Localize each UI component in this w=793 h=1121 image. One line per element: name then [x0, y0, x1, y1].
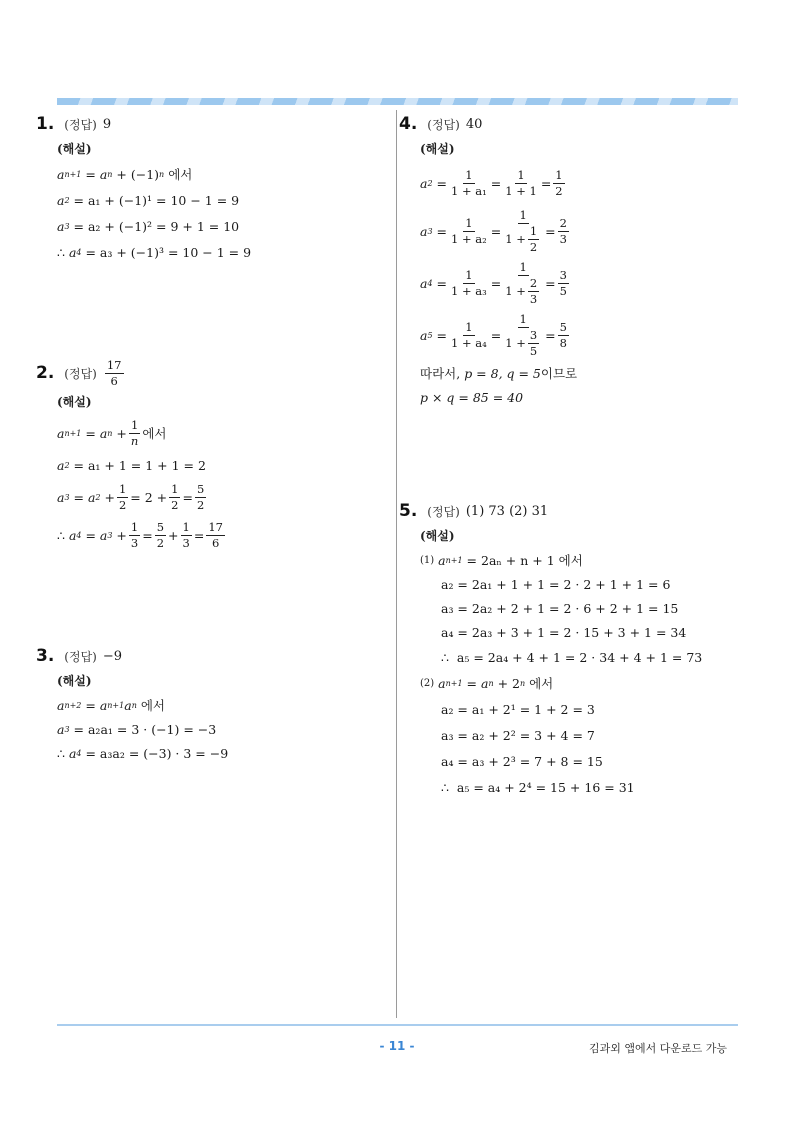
- explanation-label: (해설): [57, 142, 92, 156]
- solution-line: a 5 = $\frac{1}{\text{1 + a₄}}$ = 1 1 + $\frac{3}{5}$ = $\frac{5}{8}$: [420, 311, 567, 358]
- top-decorative-band: [57, 98, 738, 105]
- problem-header: [36, 111, 251, 137]
- problem-number: 1.: [36, 114, 55, 134]
- solution-line: ∴ a₅ = a₄ + 2⁴ = 15 + 16 = 31: [441, 779, 635, 795]
- solution-line: a 4 = $\frac{1}{\text{1 + a₃}}$ = 1 1 + $\frac{2}{3}$ = $\frac{3}{5}$: [420, 259, 567, 306]
- answer-value: (1) 73 (2) 31: [465, 503, 549, 519]
- problem-header: [36, 643, 228, 669]
- problem-4: [399, 111, 577, 409]
- solution-line: a₂ = a₁ + 2¹ = 1 + 2 = 3: [441, 701, 595, 717]
- problem-number: 5.: [399, 501, 418, 521]
- problem-3: [36, 643, 228, 765]
- solution-line: 따라서, p = 8, q = 5 이므로: [420, 365, 578, 381]
- solution-line: a n+1 = a n + $\frac{1}{n}$ 에서: [57, 417, 167, 448]
- solution-line: a 2 = a₁ + 1 = 1 + 1 = 2: [57, 457, 206, 473]
- solution-line: ∴ a 4 = a₃a₂ = (−3) · 3 = −9: [57, 745, 229, 761]
- problem-number: 4.: [399, 114, 418, 134]
- footer-note: 김과외 앱에서 다운로드 가능: [588, 1042, 727, 1055]
- answer-label: (정답): [64, 366, 97, 381]
- answer-value: 9: [102, 116, 112, 132]
- problem-2: [36, 356, 227, 554]
- solution-line: ∴ a₅ = 2a₄ + 4 + 1 = 2 · 34 + 4 + 1 = 73: [441, 649, 703, 665]
- solution-line: ∴ a 4 = a 3 + $\frac{1}{3}$ = $\frac{5}{2}$ + $\frac{1}{3}$ = $\frac{17}{6}$: [57, 519, 223, 550]
- solution-line: a 3 = a 2 + $\frac{1}{2}$ = 2 + $\frac{1}{2}$ = $\frac{5}{2}$: [57, 481, 205, 512]
- problem-number: 2.: [36, 363, 55, 383]
- solution-line: a₂ = 2a₁ + 1 + 1 = 2 · 2 + 1 + 1 = 6: [441, 576, 671, 592]
- answer-value: 40: [465, 116, 483, 132]
- solution-line: a 2 = $\frac{1}{\text{1 + a₁}}$ = $\frac{1}{1 + 1}$ = $\frac{1}{2}$: [420, 167, 563, 198]
- solution-line: a 3 = a₂a₁ = 3 · (−1) = −3: [57, 721, 217, 737]
- problem-header: [36, 356, 227, 390]
- solution-line: a 3 = a₂ + (−1)² = 9 + 1 = 10: [57, 218, 240, 234]
- explanation-label: (해설): [57, 395, 92, 409]
- solution-line: p × q = 85 = 40: [420, 389, 524, 405]
- answer-fraction: $\frac{17}{6}$: [106, 357, 122, 388]
- solution-line: a 2 = a₁ + (−1)¹ = 10 − 1 = 9: [57, 192, 240, 208]
- answer-value: −9: [102, 648, 123, 664]
- solution-line: (1) a n+1 = 2aₙ + n + 1 에서: [420, 552, 583, 568]
- solution-line: a n+1 = a n + (−1) n 에서: [57, 166, 193, 182]
- solution-line: a 3 = $\frac{1}{\text{1 + a₂}}$ = 1 1 + $\frac{1}{2}$ = $\frac{2}{3}$: [420, 207, 567, 254]
- answer-label: (정답): [427, 117, 460, 132]
- footer-rule: [57, 1024, 738, 1026]
- problem-header: [399, 498, 702, 524]
- explanation-label: (해설): [420, 529, 455, 543]
- column-divider: [396, 110, 397, 1018]
- solution-line: a₃ = 2a₂ + 2 + 1 = 2 · 6 + 2 + 1 = 15: [441, 600, 679, 616]
- solution-line: (2) a n+1 = a n + 2 n 에서: [420, 675, 554, 691]
- answer-label: (정답): [427, 504, 460, 519]
- answer-label: (정답): [64, 117, 97, 132]
- explanation-label: (해설): [57, 674, 92, 688]
- problem-1: [36, 111, 251, 265]
- problem-number: 3.: [36, 646, 55, 666]
- solution-line: a₄ = 2a₃ + 3 + 1 = 2 · 15 + 3 + 1 = 34: [441, 624, 687, 640]
- solution-line: a₃ = a₂ + 2² = 3 + 4 = 7: [441, 727, 595, 743]
- page-number: - 11 -: [379, 1039, 415, 1053]
- answer-label: (정답): [64, 649, 97, 664]
- solution-line: a n+2 = a n+1 a n 에서: [57, 697, 165, 713]
- problem-header: [399, 111, 577, 137]
- explanation-label: (해설): [420, 142, 455, 156]
- solution-line: ∴ a 4 = a₃ + (−1)³ = 10 − 1 = 9: [57, 244, 252, 260]
- problem-5: [399, 498, 702, 800]
- solution-line: a₄ = a₃ + 2³ = 7 + 8 = 15: [441, 753, 603, 769]
